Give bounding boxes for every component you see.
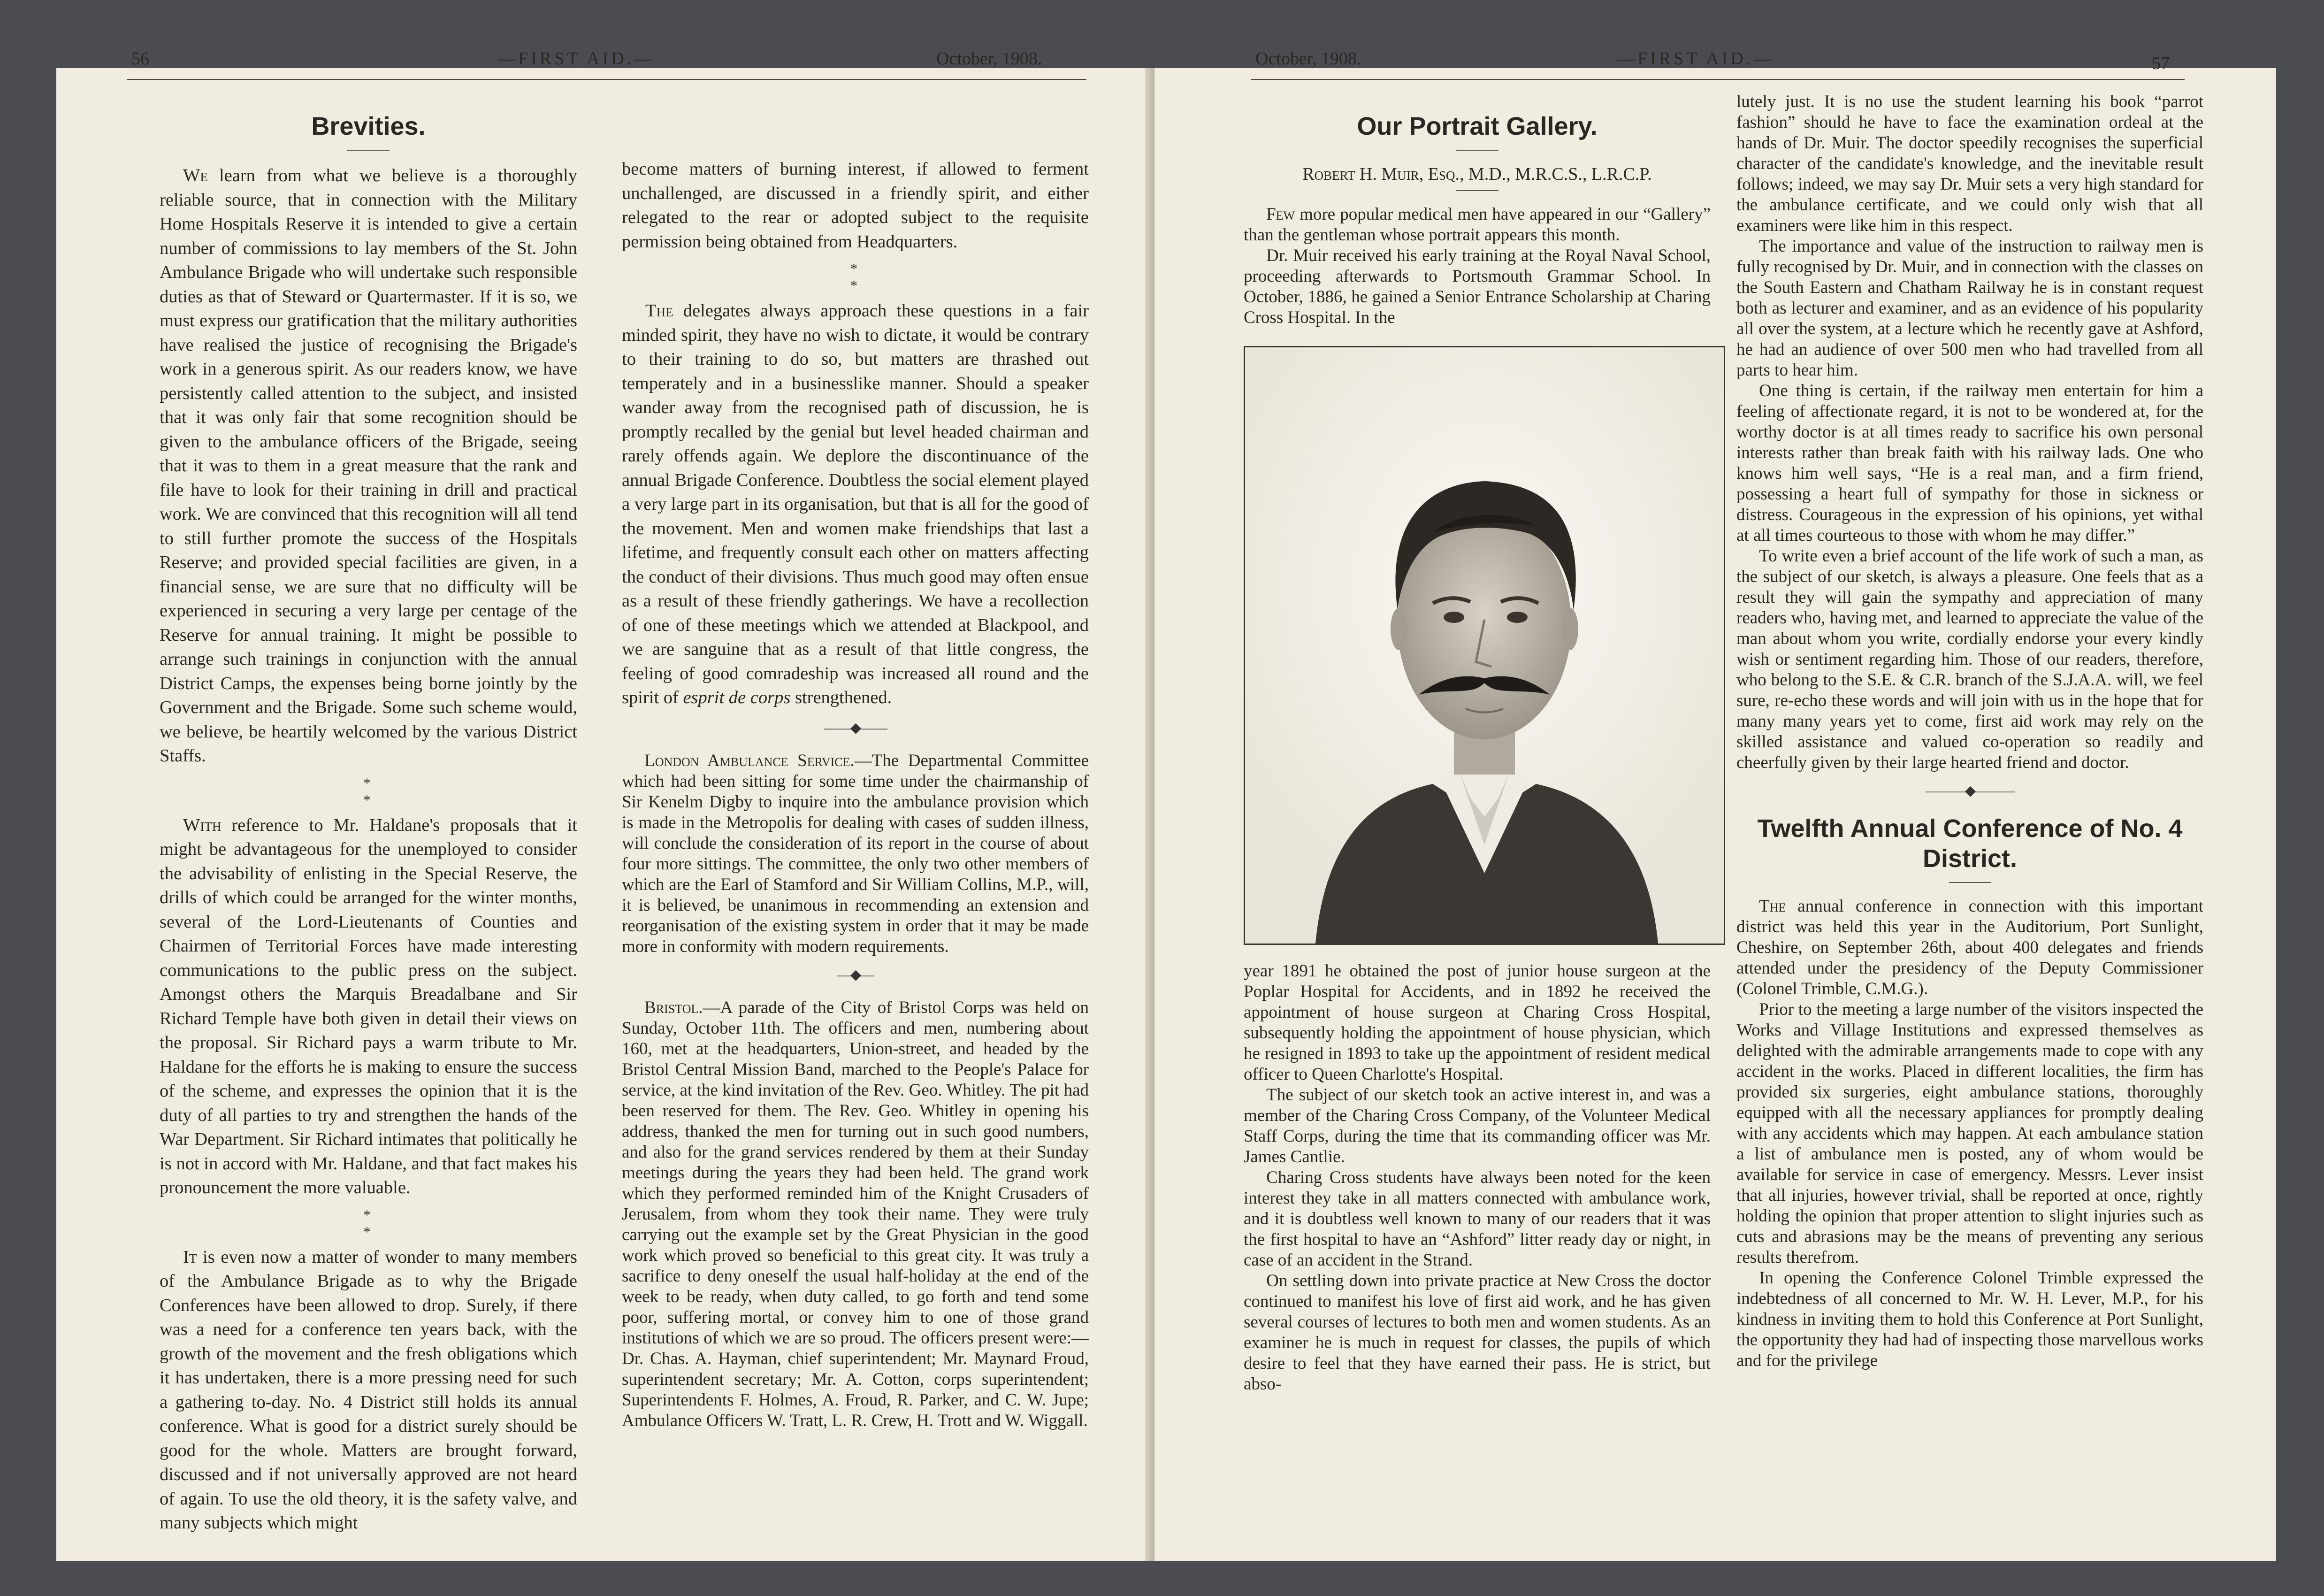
lead-word: Bristol. bbox=[644, 998, 703, 1017]
heading-rule bbox=[1456, 190, 1498, 191]
paragraph: The subject of our sketch took an active interest in, and was a member of the Charing Cross Company, of the Volunteer Medical Staff Corps, during the time that its commanding officer was Mr. James Cantlie. bbox=[1244, 1085, 1711, 1166]
lead-word: Few bbox=[1266, 205, 1295, 224]
lead-word: London Ambulance Service. bbox=[644, 751, 855, 770]
asterism: * * bbox=[850, 261, 860, 293]
lead-word: It bbox=[183, 1247, 197, 1267]
paragraph: more popular medical men have appeared in our “Gallery” than the gentleman whose portrait appears this month. bbox=[1244, 205, 1711, 245]
paragraph: delegates always approach these questions in a fair minded spirit, they have no wish to dictate, it would be contrary to their training to do so, but matters are thrashed out temperately and in a businesslike manner. Should a speaker wander away from the recognised path of discussion, he is promptly recalled by the genial but level headed chairman and rarely offends again. We deplore the discontinuance of the annual Brigade Conference. Doubtless the social element played a very large part in its organisation, but that is all for the good of the movement. Men and women make friendships that last a lifetime, and frequently consult each other on matters affecting the conduct of their divisions. Thus much good may often ensue as a result of these friendly gatherings. We have a recollection of one of these meetings which we attended at Blackpool, and we are sanguine that as a result of that little congress, the feeling of good comradeship was increased all round and the spirit of bbox=[622, 301, 1089, 707]
left-column-2 bbox=[622, 157, 1089, 1537]
paragraph: lutely just. It is no use the student learning his book “parrot fashion” should he have to face the examination ordeal at the hands of Dr. Muir. The doctor speedily recognises the superficial character of the candidate's knowledge, and the inevitable result follows; indeed, we may say Dr. Muir sets a very high standard for the ambulance certificate, and we could only wish that all examiners were like him in this respect. bbox=[1736, 92, 2203, 235]
right-date: October, 1908. bbox=[1255, 49, 1361, 69]
paragraph: is even now a matter of wonder to many members of the Ambulance Brigade as to why the Brigade Conferences have been allowed to drop. Surely, if there was a need for a conference ten years back, with the growth of the movement and the fresh obligations which it has undertaken, there is a more pressing need for such a gathering to-day. No. 4 District still holds its annual conference. What is good for a district surely should be good for the whole. Matters are brought forward, discussed and if not universally approved are not heard of again. To use the old theory, it is the safety valve, and many subjects which might bbox=[160, 1247, 577, 1533]
paragraph: Charing Cross students have always been noted for the keen interest they take in all matters connected with ambulance work, and it is doubtless well known to many of our readers that it was the first hospital to have an “Ashford” litter ready day or night, in case of an accident in the Strand. bbox=[1244, 1168, 1711, 1270]
left-page-number: 56 bbox=[131, 49, 149, 69]
ornament-divider: ——◆—— bbox=[824, 720, 887, 736]
lead-word: We bbox=[183, 166, 208, 185]
ornament-divider: —◆— bbox=[837, 967, 874, 982]
asterism: * * bbox=[363, 775, 374, 808]
portrait-gallery-heading: Our Portrait Gallery. bbox=[1357, 112, 1598, 140]
paragraph-end: strengthened. bbox=[790, 688, 892, 707]
right-column-1 bbox=[1244, 101, 1711, 1462]
asterism: * * bbox=[363, 1207, 374, 1240]
portrait-photo bbox=[1244, 346, 1725, 945]
heading-rule bbox=[347, 150, 390, 151]
paragraph: The importance and value of the instruction to railway men is fully recognised by Dr. Muir, and in connection with the classes on the South Eastern and Chatham Railway he is in constant request both as lecturer and examiner, and as an evidence of his popularity all over the system, at a lecture which he recently gave at Ashford, he had an audience of over 500 men who had travelled from all parts to hear him. bbox=[1736, 237, 2203, 380]
paragraph: On settling down into private practice at New Cross the doctor continued to manifest his love of first aid work, and he has given several courses of lectures to both men and women students. As an examiner he is much in request for classes, the pupils of which desire to feel that they have earned their pass. He is strict, but abso- bbox=[1244, 1271, 1711, 1394]
paragraph: learn from what we believe is a thoroughly reliable source, that in connection with the Military Home Hospitals Reserve it is intended to give a certain number of commissions to lay members of the St. John Ambulance Brigade who will undertake such responsible duties as that of Steward or Quartermaster. If it is so, we must express our gratification that the military authorities have realised the justice of recognising the Brigade's work in a generous spirit. As our readers know, we have persistently called attention to the subject, and insisted that it was only fair that some recognition should be given to the ambulance officers of the Brigade, seeing that it was to them in a great measure that the rank and file have to look for their training in drill and practical work. We are convinced that this recognition will all tend to still further promote the success of the Hospitals Reserve; and provided special facilities are given, in a financial sense, we are sure that no difficulty will be experienced in securing a very large per centage of the Reserve for annual training. It might be possible to arrange such trainings in conjunction with the annual District Camps, the expenses being borne jointly by the Government and the Brigade. Some such scheme would, we believe, be heartily welcomed by the various District Staffs. bbox=[160, 166, 577, 766]
paragraph: annual conference in connection with this important district was held this year in the Auditorium, Port Sunlight, Cheshire, on September 26th, about 400 delegates and friends attended under the presidency of the Deputy Commissioner (Colonel Trimble, C.M.G.). bbox=[1736, 897, 2203, 998]
left-running-title: —FIRST AID.— bbox=[497, 49, 655, 69]
paragraph: reference to Mr. Haldane's proposals that it might be advantageous for the unemployed to consider the advisability of enlisting in the Special Reserve, the drills of which could be arranged for the winter months, several of the Lord-Lieutenants of Counties and Chairmen of Territorial Forces have made interesting communications to the public press on the subject. Amongst others the Marquis Breadalbane and Sir Richard Temple have both given in detail their views on the proposal. Sir Richard pays a warm tribute to Mr. Haldane for the efforts he is making to ensure the success of the scheme, and expresses the opinion that it is the duty of all parties to try and strengthen the hands of the War Department. Sir Richard intimates that politically he is not in accord with Mr. Haldane, and that fact makes his pronouncement the more valuable. bbox=[160, 815, 577, 1197]
heading-rule bbox=[1456, 150, 1498, 151]
paragraph: —A parade of the City of Bristol Corps was held on Sunday, October 11th. The officers and men, numbering about 160, met at the headquarters, Union-street, and headed by the Bristol Central Mission Band, marched to the People's Palace for service, at the kind invitation of the Rev. Geo. Whitley. The pit had been reserved for them. The Rev. Geo. Whitley in opening his address, thanked the men for turning out in such good numbers, and also for the grand services rendered by them at their Sunday meetings during the years they had been held. The grand work which they performed reminded him of the Knight Crusaders of Jerusalem, from whom they took their name. They were truly carrying out the example set by the Great Physician in the good work which proved so beneficial to this great city. It was truly a sacrifice to deny oneself the usual half-holiday at the end of the week to be ready, when duty called, to go forth and tend some poor, suffering mortal, or convey him to one of those grand institutions of which we are so proud. The officers present were:—Dr. Chas. A. Hayman, chief superintendent; Mr. Maynard Froud, superintendent secretary; Mr. A. Cotton, corps superintendent; Superintendents F. Holmes, A. Froud, R. Parker, and C. W. Jupe; Ambulance Officers W. Tratt, L. R. Crew, H. Trott and W. Wiggall. bbox=[622, 998, 1089, 1430]
paragraph: One thing is certain, if the railway men entertain for him a feeling of affectionate regard, it is not to be wondered at, for the worthy doctor is at all times ready to sacrifice his own personal interests rather than break faith with his railway lads. One who knows him well says, “He is a real man, and a firm friend, possessing a heart full of sympathy for those in sickness or distress. Courageous in the expression of his opinions, yet withal at all times courteous to those with whom he may differ.” bbox=[1736, 381, 2203, 545]
right-running-title: —FIRST AID.— bbox=[1617, 49, 1774, 69]
ornament-divider: ———◆——— bbox=[1925, 783, 2015, 798]
paragraph: To write even a brief account of the life work of such a man, as the subject of our sketch, is always a pleasure. One feels that as a result they will gain the sympathy and appreciation of many readers who, having met, and learned to appreciate the value of the man about whom you write, cordially endorse your every kindly wish or sentiment regarding him. Those of our readers, therefore, who belong to the S.E. & C.R. branch of the S.J.A.A. will, we feel sure, re-echo these words and will join with us in the hope that for many many years yet to come, first aid work may rely on the skilled assistance and valued co-operation so readily and cheerfully given by their large hearted friend and doctor. bbox=[1736, 546, 2203, 772]
lead-word: The bbox=[645, 301, 673, 321]
paragraph: year 1891 he obtained the post of junior house surgeon at the Poplar Hospital for Accidents, and in 1892 he received the appointment of house surgeon at Charing Cross Hospital, subsequently holding the appointment of house physician, which he resigned in 1893 to take up the appointment of resident medical officer to Queen Charlotte's Hospital. bbox=[1244, 961, 1711, 1084]
left-column-1 bbox=[160, 101, 577, 1533]
lead-word: The bbox=[1759, 897, 1786, 916]
paragraph: become matters of burning interest, if allowed to ferment unchallenged, are discussed in a friendly spirit, and either relegated to the rear or adopted subject to the requisite permission being obtained from Headquarters. bbox=[622, 159, 1089, 252]
brevities-heading: Brevities. bbox=[311, 112, 426, 140]
right-page-number: 57 bbox=[2152, 54, 2170, 73]
portrait-illustration bbox=[1245, 347, 1724, 944]
italic-phrase: esprit de corps bbox=[683, 688, 791, 707]
right-column-2 bbox=[1736, 92, 2203, 1462]
paragraph: Prior to the meeting a large number of the visitors inspected the Works and Village Institutions and expressed themselves as delighted with the admirable arrangements made to cope with any accident in the works. Placed in different localities, the firm has provided six surgeries, eight ambulance stations, thoroughly equipped with all the necessary appliances for promptly dealing with any accidents which may happen. At each ambulance station a list of ambulance men is posted, any of whom would be available for service in case of emergency. Messrs. Lever insist that all injuries, however trivial, shall be reported at once, rightly holding the opinion that proper attention to slight injuries such as cuts and abrasions may be the means of preventing any serious results therefrom. bbox=[1736, 1000, 2203, 1267]
paragraph: —The Departmental Committee which had been sitting for some time under the chairmanship of Sir Kenelm Digby to inquire into the ambulance provision which is made in the Metropolis for dealing with cases of sudden illness, will conclude the consideration of its report in the course of about four more sittings. The committee, the only two other members of which are the Earl of Stamford and Sir William Collins, M.P., will, it is believed, be unanimous in recommending an extension and reorganisation of the existing system in order that it may be made more in conformity with modern requirements. bbox=[622, 751, 1089, 956]
heading-rule bbox=[1949, 882, 1991, 883]
paragraph: In opening the Conference Colonel Trimble expressed the indebtedness of all concerned to Mr. W. H. Lever, M.P., for his kindness in inviting them to hold this Conference at Port Sunlight, the opportunity they had had of inspecting those marvellous works and for the privilege bbox=[1736, 1268, 2203, 1370]
left-date: October, 1908. bbox=[936, 49, 1042, 69]
byline: Robert H. Muir, Esq., M.D., M.R.C.S., L.R.C.P. bbox=[1302, 164, 1652, 184]
paragraph: Dr. Muir received his early training at the Royal Naval School, proceeding afterwards to Portsmouth Grammar School. In October, 1886, he gained a Senior Entrance Scholarship at Charing Cross Hospital. In the bbox=[1244, 246, 1711, 327]
conference-heading: Twelfth Annual Conference of No. 4 District. bbox=[1757, 814, 2183, 873]
left-header-rule bbox=[127, 79, 1086, 80]
right-header-rule bbox=[1251, 79, 2185, 80]
lead-word: With bbox=[183, 815, 222, 835]
